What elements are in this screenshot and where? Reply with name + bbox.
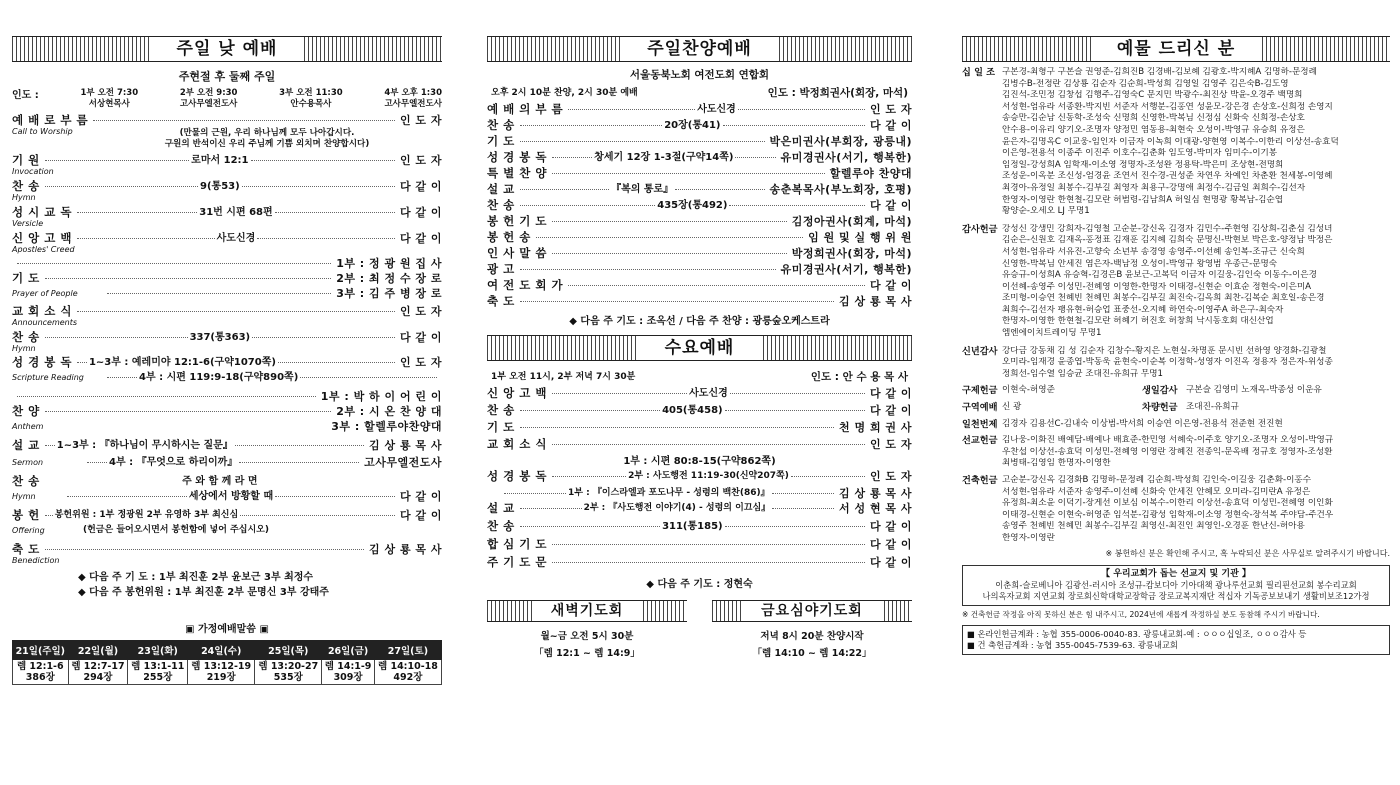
name-line: 황양순-오세오 LJ 무명1 [1002,206,1090,217]
name-line: 최경아-유정일 최봉수-김부길 최영자 최용구-강명애 최정수-김금일 최희수-김선자 [1002,182,1306,193]
order-label: 교 회 소 식 [12,304,72,318]
name-line: 정희선-임수열 임승균 조대진-유희규 무명1 [1002,368,1163,379]
order-anthem: 1부 : 박 하 이 어 린 이 찬 양 2부 : 시 온 찬 양 대 Anthem 3부 : 할렐루야찬양대 [12,390,442,433]
order-hymn-2: 찬 송 주 와 함 께 라 면 Hymn 세상에서 방황할 때 다 같 이 [12,474,442,503]
wed-sermon-preacher-2: 서 성 현 목 사 [839,502,912,515]
wed-sermon-line-1: 1부 : 『이스라엘과 포도나무 - 성령의 백찬(86)』 [568,488,770,498]
order-text: 사도신경 [216,233,256,244]
order-prayer [12,256,442,301]
sunday-service-title-bar [12,36,442,62]
schedule-day: 27일(토) [374,641,441,660]
order-english: Invocation [12,167,54,176]
schedule-text: 렘 14:1-9 [324,661,372,672]
order-leader: 인 도 자 [869,103,912,116]
order-text: 405(통458) [662,405,723,416]
order-label: 기 도 [487,420,515,434]
name-line: 서성현-엄유라 서유진-고향숙 소년부 송경영 송영주-이선혜 송인복-조규근 신숙희 [1002,246,1305,257]
newyear-section [962,346,1390,381]
order-item [487,386,912,401]
order-label: 성 경 봉 독 [487,469,547,483]
leader-2: 2부 오전 9:30 고사무엘전도사 [179,88,238,109]
schedule-cell [188,660,255,685]
order-item [487,262,912,277]
name-line: 엠엔에이치트레이딩 무명1 [1002,328,1102,339]
order-label: 봉 헌 송 [487,230,531,244]
friday-time: 저녁 8시 20분 찬양시작 [760,631,864,642]
dawn-prayer-section [487,600,687,659]
schedule-cell [322,660,375,685]
order-item [487,537,912,552]
order-leader: 박정희권사(회장, 마석) [791,247,912,260]
dawn-text: 「렘 12:1 ~ 렘 14:9」 [534,648,640,659]
name-line: 한영자-이영란 [1002,532,1055,543]
order-leader: 천 명 희 권 사 [839,421,912,434]
name-line: 김진석-조민정 김창섭 김행주-김영숙C 문지민 박광수-최진상 박윤-오경주 백명희 [1002,90,1303,101]
order-leader: 김정아권사(회계, 마석) [791,215,912,228]
call-text-line-1: (만물의 근원, 우리 하나님께 모두 나아갑시다. [179,128,355,138]
order-label: 축 도 [487,294,515,308]
order-sermon: 설 교 1~3부 : 『하나님이 무시하시는 질문』 김 상 룡 목 사 Sermon 4부 : 『무엇으로 하리이까』 고사무엘전도사 [12,438,442,469]
order-label: 예 배 의 부 름 [487,102,564,116]
order-item [487,102,912,117]
schedule-hymn: 535장 [273,672,303,683]
sunday-service-column [12,36,442,685]
thanks-section [962,224,1390,340]
wed-sermon-preacher-1: 김 상 룡 목 사 [839,487,912,500]
order-item [487,150,912,165]
order-english: Announcements [12,318,78,327]
schedule-text: 렘 13:1-11 [131,661,185,672]
praise-next: ◆ 다음 주 기도 : 조옥선 / 다음 주 찬양 : 광릉숲오케스트라 [569,316,830,327]
order-text: 311(통185) [662,521,723,532]
building-account: ■ 건 축헌금계좌 : 농협 355-0045-7539-63. 광릉내교회 [967,639,1178,650]
name-line: 서성현-엄유라 서종환-박지빈 서준자 서행분-김홍연 성윤모-강은경 손상호-신희정 손영지 [1002,101,1333,112]
order-text: 337(통363) [189,332,251,343]
schedule-day: 25일(목) [255,641,322,660]
order-label: 신 앙 고 백 [487,386,547,400]
order-label: 찬 송 [487,118,515,132]
order-label: 봉 헌 기 도 [487,214,547,228]
name-line: 구본경-최형구 구본슬 권영준-김희진B 김경배-김보혜 김광호-박지혜A 김명하-문정례 [1002,67,1317,77]
thanks-label: 감사헌금 [962,223,998,235]
order-english: Versicle [12,219,44,228]
order-item [487,214,912,229]
order-label: 설 교 [487,501,515,515]
wednesday-title: 수요예배 [639,336,761,360]
order-item [487,230,912,245]
order-item [487,246,912,261]
sermon-line-1: 1~3부 : 『하나님이 무시하시는 질문』 [56,440,233,451]
order-leader: 다 같 이 [399,206,442,219]
schedule-text: 렘 14:10-18 [377,661,438,672]
name-line: 고순분-강신옥 김경화B 김명하-문정례 김순희-박성희 김인숙-이길웅 김춘화-이홍수 [1002,475,1312,485]
order-label: 여 전 도 회 가 [487,278,564,292]
schedule-day: 26일(금) [322,641,375,660]
schedule-text: 렘 12:1-6 [16,661,64,672]
schedule-cell [374,660,441,685]
tithe-section [962,67,1390,218]
next-week-offering: ◆ 다음 주 봉헌위원 : 1부 최진훈 2부 문명신 3부 강태주 [78,587,329,598]
schedule-text: 렘 13:20-27 [258,661,319,672]
order-item [487,182,912,197]
order-english: Apostles' Creed [12,245,75,254]
mission-support-line-1: 이춘희-슬로베니아 김광선-러시아 조성규-캄보디아 기아대책 광나루선교회 필리핀선교회 봉수리교회 [995,579,1357,590]
call-text-line-2: 구원의 반석이신 우리 주님께 기쁨 외치며 찬양합시다) [164,139,370,149]
name-line: 최희수-김선자 팽유현-허승업 표중선-오지혜 하연숙-이영주A 하은구-최숙자 [1002,304,1284,315]
order-leader: 다 같 이 [869,404,912,417]
order-item [487,278,912,293]
name-line: 한영자-이영란 한현철-김모란 허범령-김남희A 허일심 현명광 황복남-김순엽 [1002,194,1283,205]
leader-3: 3부 오전 11:30 안수용목사 [279,88,343,109]
mission-support-box [962,565,1390,606]
anthem-line-1: 1부 : 박 하 이 어 린 이 [320,390,442,403]
schedule-hymn: 255장 [143,672,173,683]
offerings-title: 예물 드리신 분 [1091,37,1261,61]
order-leader: 인 도 자 [399,114,442,127]
building-offering-section: 건축헌금 고순분-강신옥 김경화B 김명하-문정례 김순희-박성희 김인숙-이길웅 김춘화-이홍수 서성현-엄유라 서준자 송영주-이선혜 신화숙 안세진 안혜모 오미라-김미란A 유정은 유정희-최소윤 이덕기-장게선 이보심 이복수-이한리 이상선-송효덕 이성민-전혜영 이인화 이태경-신현순 이현숙-허영준 임석분-김광성 임학재-이소영 정현숙-장석복 주야담-주건우 송영주 천혜빈 천혜민 최봉수-김부길 최영신-최진인 최영인-오경훈 한난신-허아용 한영자-이영란 [962,475,1390,545]
order-item [487,166,912,181]
schedule-cell [255,660,322,685]
return-vehicle-section: 구역예배 신 광 차량헌금 조대진-유희규 [962,402,1239,414]
order-label: 합 심 기 도 [487,537,547,551]
order-label: 인 사 말 씀 [487,246,547,260]
name-line: 조미형-이승연 천혜빈 천혜민 최봉수-김부길 최진숙-김옥희 최찬-김복순 최호일-송은경 [1002,293,1325,304]
account-box [962,625,1390,655]
sunday-service-title: 주일 낮 예배 [151,37,304,61]
order-item [487,294,912,309]
order-text: 435장(통492) [657,200,728,211]
order-item [487,118,912,133]
dawn-title: 새벽기도회 [533,601,642,621]
order-text: 9(통53) [200,181,240,192]
order-label: 기 도 [487,134,515,148]
schedule-day: 21일(주일) [13,641,69,660]
order-label: 찬 송 [487,403,515,417]
order-label: 기 도 [12,271,40,285]
order-text: 사도신경 [689,388,728,399]
prayer-line-1: 1부 : 정 광 원 집 사 [336,257,442,270]
order-leader: 다 같 이 [869,520,912,533]
wednesday-time: 1부 오전 11시, 2부 저녁 7시 30분 [491,372,636,382]
anthem-line-2: 2부 : 시 온 찬 양 대 [336,405,442,418]
order-item [12,179,442,194]
name-line: 오미라-임재경 윤종엽-박동욱 윤현숙-이순복 이정학-성영자 이진옥 정용자 정은자-위성종 [1002,357,1333,368]
mission-offering-section: 선교헌금 김나웅-이화진 배예담-배예나 배효준-한민영 서혜숙-이주호 양기오-조명자 오성이-박영규 우찬섭 이상선-송효덕 이성민-전혜영 이영란 장혜진 전종익-문옥배 정규호 정영자-조성환 최병태-김영임 한명자-이영한 [962,435,1390,470]
order-leader: 김 상 룡 목 사 [839,295,912,308]
mission-support-title: 【 우리교회가 돕는 선교지 및 기관 】 [1101,568,1251,579]
friday-title: 금요심야기도회 [743,601,881,621]
offerings-title-bar [962,36,1390,62]
leaders-label: 인도 : [12,90,39,101]
order-item [487,437,912,452]
building-footnote: ※ 건축헌금 작정을 아직 못하신 분은 힘 내주시고, 2024년에 새롭게 작정하실 분도 동참해 주시기 바랍니다. [962,609,1320,619]
order-label: 신 앙 고 백 [12,231,72,245]
order-leader: 인 도 자 [399,305,442,318]
schedule-cell [68,660,128,685]
hymn2-line-1: 주 와 함 께 라 면 [182,476,258,487]
schedule-hymn: 492장 [393,672,423,683]
order-leader: 박은미권사(부회장, 광릉내) [769,135,912,148]
name-line: 서성현-엄유라 서준자 송영주-이선혜 신화숙 안세진 안혜모 오미라-김미란A 유정은 [1002,486,1311,497]
order-item [12,304,442,319]
order-item [487,403,912,418]
schedule-hymn: 219장 [206,672,236,683]
name-line: 조성운-이옥분 조신성-엄경윤 조연서 진수경-권성준 차연우 차예인 차춘환 천세봉-이영혜 [1002,171,1333,182]
sermon-line-2: 4부 : 『무엇으로 하리이까』 [109,457,238,468]
leader-4: 4부 오후 1:30 고사무엘전도사 [384,88,442,109]
tithe-label: 십 일 조 [962,67,996,78]
leader-1: 1부 오전 7:30 서상현목사 [80,88,139,109]
scripture-line-1: 1~3부 : 예레미야 12:1-6(구약1070쪽) [88,357,276,368]
wed-scripture-line-2: 2부 : 사도행전 11:19-30(신약207쪽) [628,471,789,481]
order-leader: 다 같 이 [399,232,442,245]
schedule-cell [13,660,69,685]
order-label: 성 시 교 독 [12,205,72,219]
offering-line-1: 봉헌위원 : 1부 정광원 2부 유영하 3부 최신심 [54,510,239,520]
order-label: 찬 송 [12,330,40,344]
schedule-hymn: 309장 [333,672,363,683]
order-item [487,420,912,435]
praise-subtitle: 서울동북노회 여전도회 연합회 [629,69,770,81]
prayer-line-3: 3부 : 김 주 병 장 로 [336,287,442,300]
name-line: 송영주 천혜빈 천혜민 최봉수-김부길 최영신-최진인 최영인-오경훈 한난신-허아용 [1002,521,1305,532]
name-line: 한명자-이영한 한현철-김모란 허혜기 허진호 허창희 낙시동호회 대신산업 [1002,316,1274,327]
name-line: 유정희-최소윤 이덕기-장게선 이보심 이복수-이한리 이상선-송효덕 이성민-전혜영 이인화 [1002,498,1333,509]
family-worship-table [12,640,442,685]
order-label: 찬 송 [487,519,515,533]
order-text: 31번 시편 68편 [199,207,273,218]
wed-scripture: 1부 : 시편 80:8-15(구약862쪽) 성 경 봉 독 2부 : 사도행전 11:19-30(신약207쪽) 인 도 자 [487,456,912,483]
order-leader: 다 같 이 [869,556,912,569]
wednesday-next: ◆ 다음 주 기도 : 정현숙 [646,579,753,590]
offering-line-2: (헌금은 들어오시면서 봉헌함에 넣어 주십시오) [83,525,269,535]
order-label: 예 배 로 부 름 [12,113,89,127]
name-line: 강다금 강동채 김 성 김순자 김창수-황지은 노현실-차명훈 문시빈 선하영 양경화-김광철 [1002,345,1327,356]
order-leader: 다 같 이 [869,279,912,292]
order-leader: 다 같 이 [869,119,912,132]
order-label: 성 경 봉 독 [487,150,547,164]
schedule-hymn: 294장 [83,672,113,683]
order-text: 로마서 12:1 [191,155,249,166]
mission-support-line-2: 나의옥자교회 지연교회 장로회신학대학교장학금 장로교복지재단 적십자 기독공보보내기 생활비보조12가정 [982,590,1370,601]
scripture-line-2: 4부 : 시편 119:9-18(구약890쪽) [139,372,299,383]
order-call-to-worship [12,113,442,150]
name-line: 이선혜-송영주 이성민-전혜영 이영한-한명자 이태경-신현순 이효순 정현숙-이은미A [1002,281,1311,292]
sermon-preacher-2: 고사무엘전도사 [364,456,442,469]
order-leader: 송춘복목사(부노회장, 호평) [769,183,912,196]
praise-service-title-bar [487,36,912,62]
name-line: 이은영-전용석 이종주 이진주 이호수-김춘화 임도영-박미자 임미수-이기봉 [1002,148,1278,159]
order-text: 사도신경 [697,104,736,115]
order-leader: 할렐루야 찬양대 [829,167,912,180]
sermon-preacher-1: 김 상 룡 목 사 [369,439,442,452]
order-label: 설 교 [487,182,515,196]
name-line: 최병태-김영임 한명자-이영한 [1002,458,1111,469]
name-line: 이태경-신현순 이현숙-허영준 임석분-김광성 임학재-이소영 정현숙-장석복 주야담-주건우 [1002,509,1334,520]
order-item [12,153,442,168]
offering-notice: ※ 봉헌하신 분은 확인해 주시고, 혹 누락되신 분은 사무실로 알려주시기 바랍니다. [1105,548,1390,558]
order-item [12,231,442,246]
order-label: 찬 송 [487,198,515,212]
schedule-cell [128,660,188,685]
praise-leader: 인도 : 박정희권사(회장, 마석) [767,87,908,99]
order-label: 주 기 도 문 [487,555,547,569]
order-leader: 유미경권사(서기, 행복한) [780,151,912,164]
order-text: 『복의 통로』 [611,184,674,195]
name-line: 신영한-박복님 안세진 염은자-백남정 오성이-박영규 왕영범 우종근-문명숙 [1002,258,1278,269]
wed-sermon [487,486,912,516]
name-line: 우찬섭 이상선-송효덕 이성민-전혜영 이영란 장혜진 전종익-문옥배 정규호 정영자-조성환 [1002,446,1333,457]
schedule-text: 렘 12:7-17 [71,661,125,672]
order-leader: 인 도 자 [399,154,442,167]
order-item [487,555,912,570]
family-worship-title: ▣ 가정예배말씀 ▣ [185,624,269,635]
order-item [487,519,912,534]
next-week-prayer: ◆ 다음 주 기 도 : 1부 최진훈 2부 윤보근 3부 최정수 [78,572,314,583]
order-english: Hymn [12,344,36,353]
order-label: 특 별 찬 양 [487,166,547,180]
order-text: 20장(통41) [664,120,721,131]
sunday-subtitle: 주현절 후 둘째 주일 [178,70,276,83]
schedule-hymn: 386장 [25,672,55,683]
order-label: 광 고 [487,262,515,276]
order-leader: 다 같 이 [869,538,912,551]
order-leader: 다 같 이 [869,387,912,400]
name-line: 김나웅-이화진 배예담-배예나 배효준-한민영 서혜숙-이주호 양기오-조명자 오성이-박영규 [1002,435,1334,446]
wednesday-title-bar [487,335,912,361]
order-english: Prayer of People [12,288,78,298]
order-english: Hymn [12,193,36,202]
schedule-day: 23일(화) [128,641,188,660]
order-leader: 임 원 및 실 행 위 원 [808,231,912,244]
order-item [487,198,912,213]
dawn-time: 월~금 오전 5시 30분 [540,631,634,642]
order-scripture: 성 경 봉 독 1~3부 : 예레미야 12:1-6(구약1070쪽) 인 도 자 Scripture Reading 4부 : 시편 119:9-18(구약890쪽) [12,355,442,383]
order-label: 기 원 [12,153,40,167]
service-leaders [12,88,442,110]
order-item [12,330,442,345]
wed-scripture-line-1: 1부 : 시편 80:8-15(구약862쪽) [623,456,776,467]
order-leader: 다 같 이 [399,331,442,344]
order-item [12,205,442,220]
praise-service-title: 주일찬양예배 [621,37,778,61]
order-leader: 인 도 자 [869,438,912,451]
order-item [487,134,912,149]
name-line: 강성신 강생민 강희자-김영철 고순분-강신옥 김경자 김민수-주현영 김상희-김춘심 김성녀 [1002,223,1333,234]
name-line: 윤은자-김명옥C 이교웅-임인자 이금자 이녹희 이대광-양현영 이복수-이한리 이상선-송효덕 [1002,136,1339,147]
name-line: 김병수B-전정란 김상룡 김순자 김순희-박성희 김영일 김영주 김은숙B-김도영 [1002,78,1289,89]
hymn2-line-2: 세상에서 방황할 때 [188,491,274,502]
friday-prayer-section [712,600,912,659]
schedule-day: 22일(월) [68,641,128,660]
order-english: Scripture Reading [12,372,84,382]
anthem-line-3: 3부 : 할렐루야찬양대 [331,420,442,433]
name-line: 임정일-강성희A 임학재-이소영 정명자-조성완 정용탁-박은미 조상현-전명희 [1002,159,1284,170]
friday-text: 「렘 14:10 ~ 렘 14:22」 [752,648,872,659]
schedule-day: 24일(수) [188,641,255,660]
order-leader: 다 같 이 [399,180,442,193]
name-line: 유승규-이성희A 유승혁-김경은B 윤보근-고복덕 이금자 이길웅-김인숙 이동수-이은경 [1002,270,1317,281]
weekly-section: 일천번제 김경자 김용선C-김내숙 이상범-박서희 이승연 이은영-전용석 전준현 전진현 [962,418,1283,430]
name-line: 안수용-이유리 양기오-조명자 양정민 염동용-최현숙 오성이-박영규 유승희 유정은 [1002,124,1305,135]
order-english: Call to Worship [12,127,73,136]
schedule-text: 렘 13:12-19 [191,661,252,672]
order-benediction: 축 도 김 상 룡 목 사 Benediction [12,542,442,565]
offerings-column [962,36,1390,655]
order-text: 창세기 12장 1-3절(구약14쪽) [594,152,734,163]
name-line: 송승만-김순남 신동학-조성숙 신명희 신영한-박복님 신정심 신화숙 신희정-손상호 [1002,113,1305,124]
order-leader: 다 같 이 [869,199,912,212]
wednesday-leader: 인도 : 안 수 용 목 사 [810,371,908,383]
order-label: 찬 송 [12,179,40,193]
order-offering: 봉 헌 봉헌위원 : 1부 정광원 2부 유영하 3부 최신심 다 같 이 Offering (헌금은 들어오시면서 봉헌함에 넣어 주십시오) [12,508,442,535]
wed-sermon-line-2: 2부 : 『사도행전 이야기(4) - 성령의 이끄심』 [583,503,771,513]
online-account: ■ 온라인헌금계좌 : 농협 355-0006-0040-83. 광릉내교회-예 : ㅇㅇㅇ십일조, ㅇㅇㅇ감사 등 [967,628,1307,639]
praise-time: 오후 2시 10분 찬양, 2시 30분 예배 [491,88,638,98]
order-label: 교 회 소 식 [487,437,547,451]
newyear-label: 신년감사 [962,345,998,357]
prayer-line-2: 2부 : 최 정 수 장 로 [336,272,442,285]
name-line: 김순은-신원호 김재옥-홍정표 김재훈 김지혜 김희숙 문명신-박현보 박은호-양정남 박정은 [1002,235,1333,246]
praise-service-column [487,36,912,659]
order-leader: 유미경권사(서기, 행복한) [780,263,912,276]
relief-birthday-section: 구제헌금 이현숙-허영준 생일감사 구본슬 김영미 노재옥-박종성 이운유 [962,385,1322,397]
